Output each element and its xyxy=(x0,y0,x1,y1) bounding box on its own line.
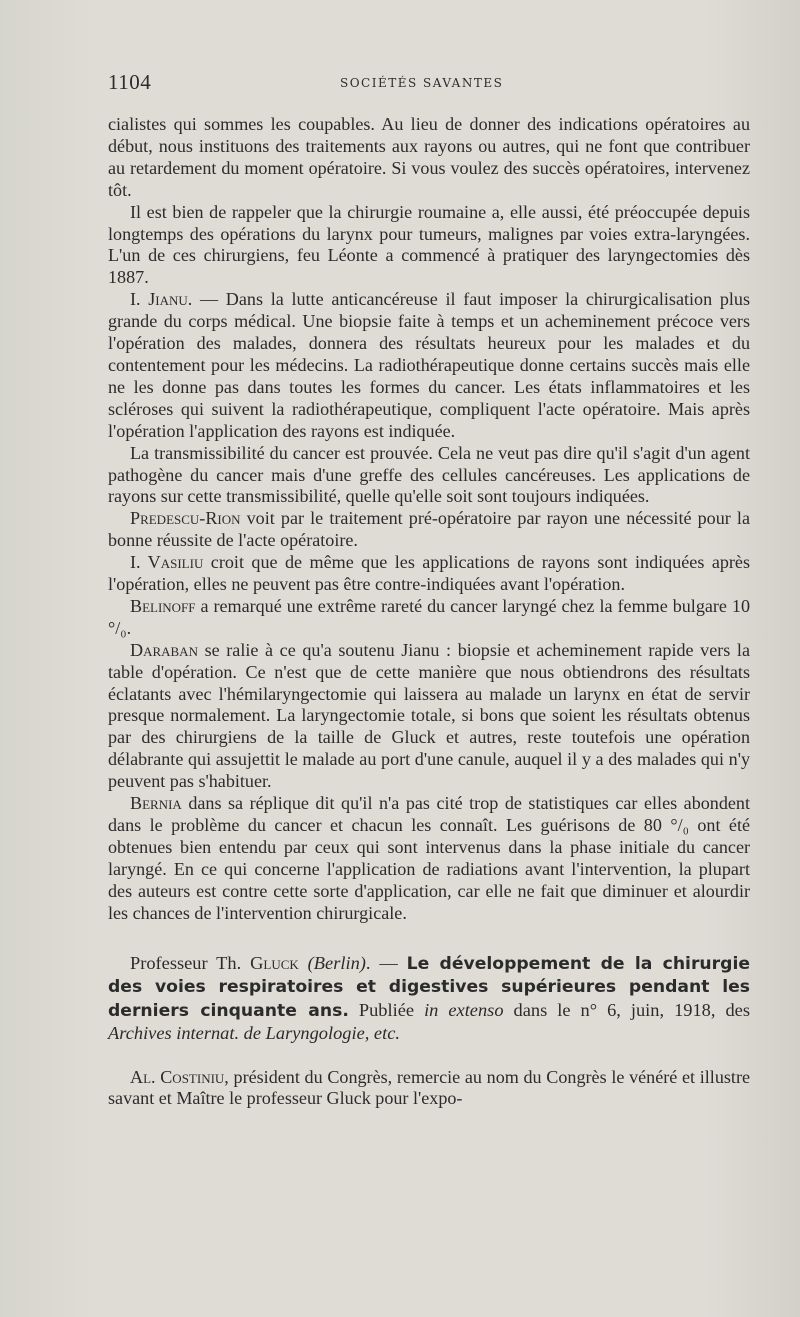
author-name: Gluck xyxy=(250,952,299,973)
running-head: SOCIÉTÉS SAVANTES xyxy=(340,76,504,90)
paragraph xyxy=(108,793,750,924)
communication-title: Le développement de la chirurgie des voies respiratoires et digestives supérieures pendant les derniers cinquante ans. xyxy=(108,953,750,1021)
article-body xyxy=(108,114,750,1110)
speaker-name: Bernia xyxy=(130,793,182,814)
paragraph-text: — Dans la lutte anticancéreuse il faut imposer la chirurgicalisation plus grande du corps médical. Une biopsie faite à temps et un acheminement précoce vers l'opération des malades, donnera des résultats heureux pour les malades et du contentement pour les médecins. La radiothérapeutique donne certains succès mais elle ne les donne pas dans toutes les formes du cancer. Les états inflammatoires et les scléroses qui suivent la radiothérapeutique, compliquent l'acte opératoire. Mais après l'opération l'application des rayons est indiquée. xyxy=(108,289,750,441)
paragraph xyxy=(108,596,750,640)
paragraph-text: dans sa réplique dit qu'il n'a pas cité trop de statistiques car elles abondent dans le problème du cancer et chacun les connaît. Les guérisons de 80 °/₀ ont été obtenues bien entendu par ceux qui sont intervenus dans la phase initiale du cancer laryngé. En ce qui concerne l'application de radiations avant l'intervention, la plupart des auteurs est contre cette sorte d'application, car elle ne fait que diminuer et alourdir les chances de l'intervention chirurgicale. xyxy=(108,793,750,923)
paragraph xyxy=(108,202,750,290)
speaker-name: Al. Costiniu, xyxy=(130,1066,229,1087)
journal-name: Archives internat. de Laryngologie, etc. xyxy=(108,1023,400,1044)
speaker-name: Belinoff xyxy=(130,595,196,616)
paragraph-text: cialistes qui sommes les coupables. Au lieu de donner des indications opératoires au début, nous instituons des traitements aux rayons ou autres, qui ne font que contribuer au retardement du moment opératoire. Si vous voulez des succès opératoires, intervenez tôt. xyxy=(108,114,750,200)
closing-paragraph xyxy=(108,1067,750,1111)
page-header xyxy=(108,70,748,94)
paragraph-text: a remarqué une extrême rareté du cancer laryngé chez la femme bulgare 10 °/₀. xyxy=(108,595,750,638)
paragraph-text: Il est bien de rappeler que la chirurgie roumaine a, elle aussi, été préoccupée depuis longtemps des opérations du larynx pour tumeurs, malignes par voies extra-laryngées. L'un de ces chirurgiens, feu Léonte a commencé à pratiquer des laryngectomies dès 1887. xyxy=(108,201,750,288)
author-prefix: Professeur Th. xyxy=(130,952,251,973)
author-city: (Berlin) xyxy=(307,952,366,973)
speaker-name: Daraban xyxy=(130,639,198,660)
section-gap xyxy=(108,925,750,952)
paragraph-text: président du Congrès, remercie au nom du Congrès le vénéré et illustre savant et Maître le professeur Gluck pour l'expo- xyxy=(108,1066,751,1109)
paragraph-text: La transmissibilité du cancer est prouvée. Cela ne veut pas dire qu'il s'agit d'un agent pathogène du cancer mais d'une greffe des cellules cancéreuses. Les applications de rayons sur cette transmissibilité, quelle qu'elle soit sont toujours indiquées. xyxy=(108,442,750,507)
paragraph xyxy=(108,289,750,442)
separator: . — xyxy=(365,952,407,973)
speaker-name: I. Jianu. xyxy=(130,289,193,310)
publication-text: dans le n° 6, juin, 1918, des xyxy=(503,999,750,1020)
paragraph xyxy=(108,640,750,793)
paragraph xyxy=(108,552,750,596)
paragraph-text: se ralie à ce qu'a soutenu Jianu : biopsie et acheminement rapide vers la table d'opération. Ce n'est que de cette manière que nous obtiendrons des résultats éclatants avec l'hémilaryngectomie qui laissera au malade un larynx en état de servir presque normalement. La laryngectomie totale, si bons que soient les résultats obtenus par des chirurgiens de la taille de Gluck et autres, reste toutefois une opération délabrante qui assujettit le malade au port d'une canule, auquel il y a des malades qui n'y peuvent pas s'habituer. xyxy=(108,639,750,792)
publication-text: Publiée xyxy=(348,999,425,1020)
speaker-name: Predescu-Rion xyxy=(130,508,241,529)
paragraph xyxy=(108,114,750,202)
paragraph xyxy=(108,443,750,509)
speaker-name: I. Vasiliu xyxy=(130,552,204,573)
section-gap xyxy=(108,1045,750,1067)
page-number: 1104 xyxy=(108,70,152,94)
paragraph-text: croit que de même que les applications de rayons sont indiquées après l'opération, elles ne peuvent pas être contre-indiquées avant l'opération. xyxy=(108,552,750,595)
paragraph-text: voit par le traitement pré-opératoire par rayon une nécessité pour la bonne réussite de l'acte opératoire. xyxy=(108,508,750,551)
paragraph xyxy=(108,508,750,552)
communication-paragraph xyxy=(108,952,750,1045)
publication-in-extenso: in extenso xyxy=(424,999,504,1020)
